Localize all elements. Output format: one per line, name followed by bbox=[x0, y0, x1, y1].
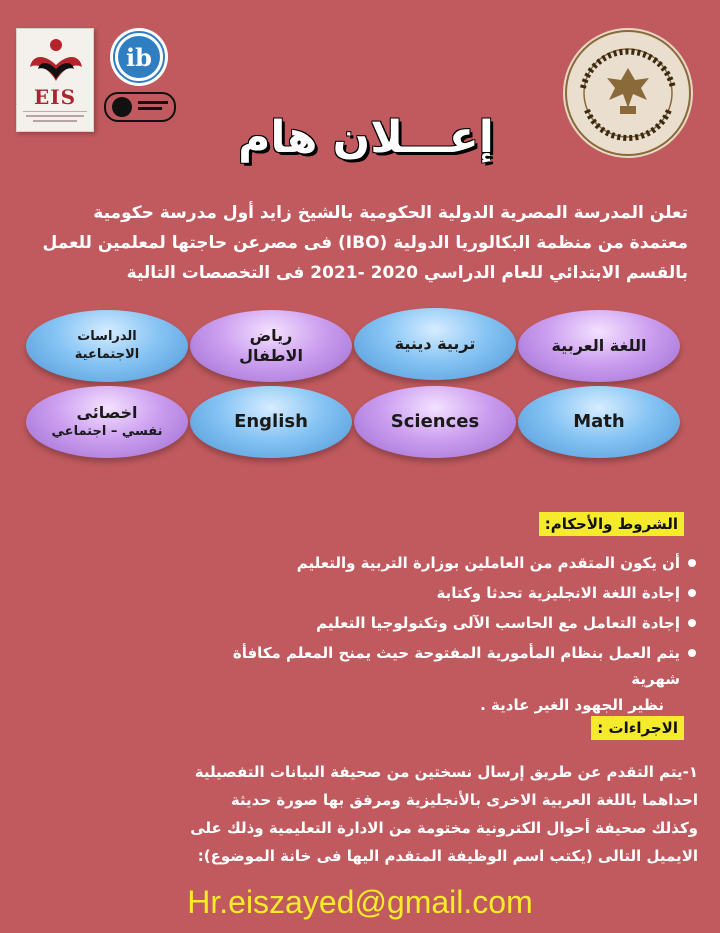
specialty-label: تربية دينية bbox=[394, 334, 476, 353]
ib-emblem-icon: ib bbox=[115, 33, 163, 81]
specialty-english bbox=[190, 386, 352, 458]
book-hands-icon bbox=[26, 37, 86, 83]
ministry-of-education-seal bbox=[563, 28, 693, 158]
eis-logo-caption bbox=[23, 111, 87, 125]
intro-line: تعلن المدرسة المصرية الدولية الحكومية بالشيخ زايد أول مدرسة حكومية bbox=[93, 203, 688, 223]
contact-email[interactable]: Hr.eiszayed@gmail.com bbox=[187, 884, 533, 920]
ib-logo bbox=[110, 28, 168, 86]
procedure-line: احداهما باللغة العربية الاخرى بالأنجليزية ومرفق بها صورة حديثة bbox=[230, 791, 698, 809]
intro-line: معتمدة من منظمة البكالوريا الدولية (IBO) فى مصرعن حاجتها لمعلمين للعمل bbox=[42, 233, 688, 253]
procedures-title: الاجراءات : bbox=[591, 716, 684, 740]
intro-paragraph bbox=[42, 198, 688, 288]
specialty-label: الدراسات bbox=[77, 329, 137, 344]
conditions-title: الشروط والأحكام: bbox=[539, 512, 684, 536]
condition-item: إجادة اللغة الانجليزية تحدثا وكتابة bbox=[180, 580, 698, 606]
specialty-label-line2: نفسي – اجتماعي bbox=[51, 424, 163, 439]
specialty-label-line2: الاطفال bbox=[239, 346, 303, 365]
specialty-label: English bbox=[234, 411, 308, 432]
specialty-label: اخصائى bbox=[76, 403, 138, 422]
conditions-list bbox=[180, 550, 698, 722]
specialty-label: اللغة العربية bbox=[551, 336, 647, 355]
specialty-label: رياض bbox=[249, 326, 293, 345]
procedure-line: ١-يتم التقدم عن طريق إرسال نسختين من صحيفة البيانات التفصيلية bbox=[194, 763, 698, 781]
condition-item: يتم العمل بنظام المأمورية المفتوحة حيث يمنح المعلم مكافأة شهرية bbox=[180, 640, 698, 692]
specialty-label: Sciences bbox=[390, 411, 480, 432]
procedures-text bbox=[90, 758, 698, 870]
specialty-math bbox=[518, 386, 680, 458]
eis-logo-text: EIS bbox=[33, 85, 77, 109]
accreditation-badge bbox=[104, 92, 176, 122]
specialty-kindergarten bbox=[190, 310, 352, 382]
condition-item-continuation: نظير الجهود الغير عادية . bbox=[480, 696, 664, 714]
procedure-line: وكذلك صحيفة أحوال الكترونية مختومة من الادارة التعليمية وذلك على bbox=[190, 819, 698, 837]
specialty-label: Math bbox=[573, 411, 625, 432]
specialty-arabic bbox=[518, 310, 680, 382]
specialty-label-line2: الاجتماعية bbox=[74, 347, 140, 362]
specialty-counselor bbox=[26, 386, 188, 458]
condition-item: أن يكون المتقدم من العاملين بوزارة التربية والتعليم bbox=[180, 550, 698, 576]
eis-logo bbox=[16, 28, 94, 132]
specialty-religion bbox=[354, 308, 516, 380]
specialty-social-studies bbox=[26, 310, 188, 382]
intro-line: بالقسم الابتدائي للعام الدراسي 2020 -2021 فى التخصصات التالية bbox=[126, 263, 688, 283]
procedure-line: الايميل التالى (يكتب اسم الوظيفة المتقدم اليها فى خانة الموضوع): bbox=[197, 847, 698, 865]
eagle-seal-icon bbox=[563, 28, 693, 158]
headline: إعـــلان هام bbox=[238, 112, 494, 163]
condition-item: إجادة التعامل مع الحاسب الآلى وتكنولوجيا التعليم bbox=[180, 610, 698, 636]
specialty-sciences bbox=[354, 386, 516, 458]
